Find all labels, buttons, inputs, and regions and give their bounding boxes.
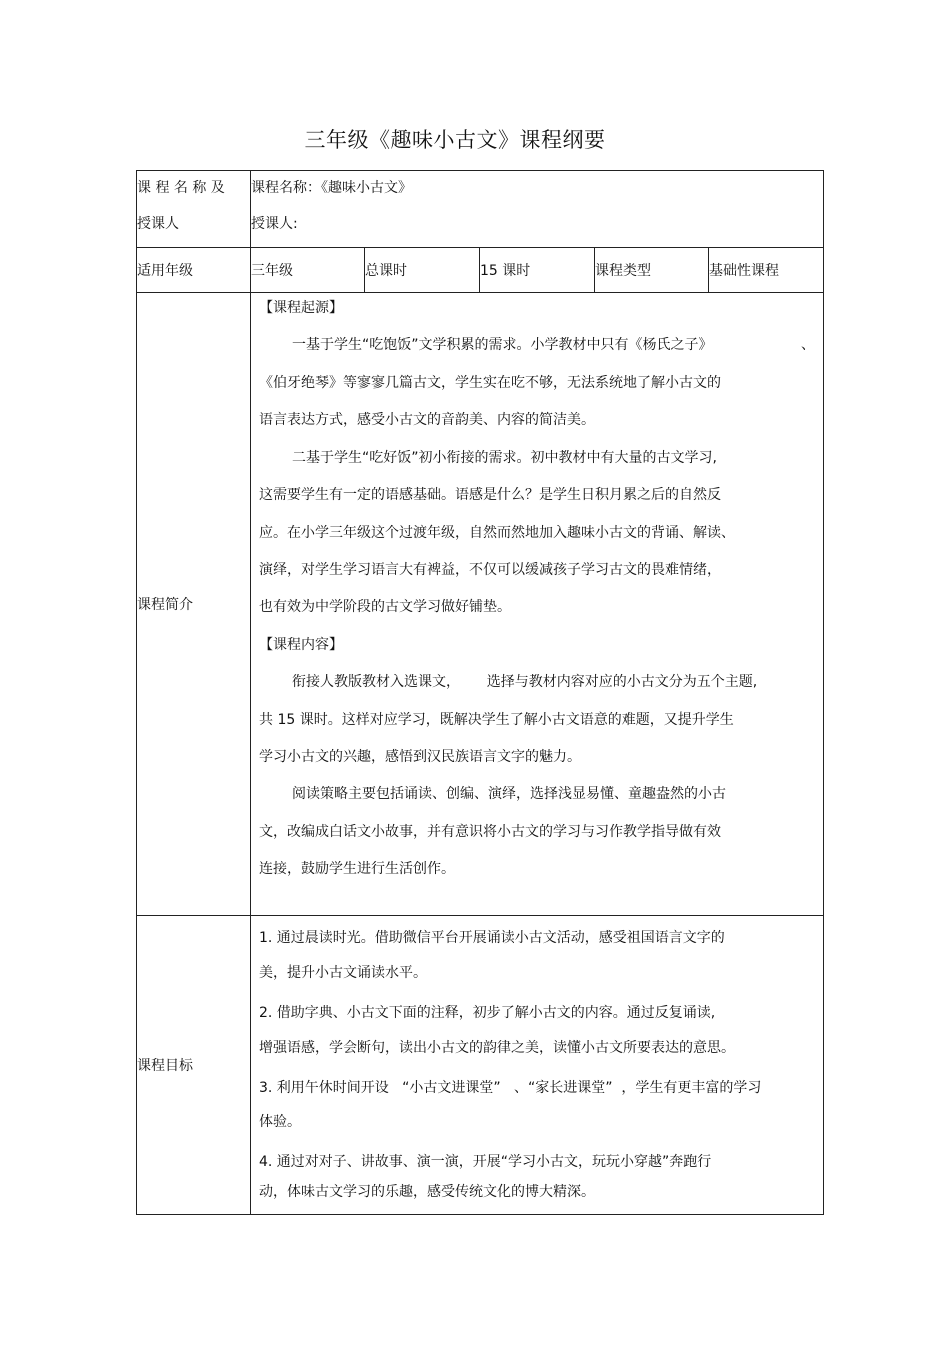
- course-type-value: 基础性课程: [709, 248, 824, 293]
- total-hours-label: 总课时: [365, 248, 480, 293]
- origin-line-1: 一基于学生“吃饱饭”文学积累的需求。小学教材中只有《杨氏之子》: [292, 337, 713, 353]
- goal-line-5: 3. 利用午休时间开设 “小古文进课堂” 、“家长进课堂” ，学生有更丰富的学习: [259, 1080, 762, 1096]
- goal-line-7: 4. 通过对对子、讲故事、演一演，开展“学习小古文，玩玩小穿越”奔跑行: [259, 1154, 712, 1170]
- teacher-value: 授课人:: [251, 216, 298, 232]
- grade-value: 三年级: [251, 248, 365, 293]
- goals-label: 课程目标: [137, 916, 251, 1215]
- content-heading: 【课程内容】: [259, 637, 343, 653]
- course-name-value-cell: [251, 171, 824, 248]
- intro-label: 课程简介: [137, 293, 251, 916]
- origin-heading: 【课程起源】: [259, 300, 343, 316]
- course-name-value: 课程名称：《趣味小古文》: [251, 180, 412, 196]
- origin-line-2: 《伯牙绝琴》等寥寥几篇古文，学生实在吃不够，无法系统地了解小古文的: [259, 375, 721, 391]
- content-line-4: 阅读策略主要包括诵读、创编、演绎，选择浅显易懂、童趣盎然的小古: [292, 786, 726, 802]
- goal-line-6: 体验。: [259, 1114, 301, 1130]
- course-name-label-line2: 授课人: [137, 216, 179, 232]
- content-line-2: 共 15 课时。这样对应学习，既解决学生了解小古文语意的难题，又提升学生: [259, 712, 734, 728]
- origin-line-6: 应。在小学三年级这个过渡年级，自然而然地加入趣味小古文的背诵、解读、: [259, 525, 735, 541]
- course-type-label: 课程类型: [595, 248, 709, 293]
- goal-line-8: 动，体味古文学习的乐趣，感受传统文化的博大精深。: [259, 1184, 595, 1200]
- origin-line-1-comma: 、: [801, 337, 815, 353]
- intro-content-cell: [251, 293, 824, 916]
- origin-line-3: 语言表达方式，感受小古文的音韵美、内容的简洁美。: [259, 412, 595, 428]
- goals-row: [137, 916, 824, 1215]
- origin-line-4: 二基于学生“吃好饭”初小衔接的需求。初中教材中有大量的古文学习,: [292, 450, 717, 466]
- goals-content-cell: [251, 916, 824, 1215]
- origin-line-8: 也有效为中学阶段的古文学习做好铺垫。: [259, 599, 511, 615]
- course-name-label-cell: [137, 171, 251, 248]
- goal-line-2: 美，提升小古文诵读水平。: [259, 965, 427, 981]
- course-name-label-line1: 课 程 名 称 及: [137, 180, 225, 196]
- grade-row: [137, 248, 824, 293]
- content-line-3: 学习小古文的兴趣，感悟到汉民族语言文字的魅力。: [259, 749, 581, 765]
- goal-line-3: 2. 借助字典、小古文下面的注释，初步了解小古文的内容。通过反复诵读,: [259, 1005, 716, 1021]
- content-line-5: 文，改编成白话文小故事，并有意识将小古文的学习与习作教学指导做有效: [259, 824, 721, 840]
- document-title: 三年级《趣味小古文》课程纲要: [304, 128, 606, 152]
- origin-line-7: 演绎，对学生学习语言大有裨益，不仅可以缓减孩子学习古文的畏难情绪，: [259, 562, 721, 578]
- course-name-row: [137, 171, 824, 248]
- grade-label: 适用年级: [137, 248, 251, 293]
- goal-line-1: 1. 通过晨读时光。借助微信平台开展诵读小古文活动，感受祖国语言文字的: [259, 930, 725, 946]
- total-hours-value: 15 课时: [480, 248, 595, 293]
- intro-row: [137, 293, 824, 916]
- content-line-1: 衔接人教版教材入选课文， 选择与教材内容对应的小古文分为五个主题,: [292, 674, 758, 690]
- origin-line-5: 这需要学生有一定的语感基础。语感是什么？是学生日积月累之后的自然反: [259, 487, 721, 503]
- goal-line-4: 增强语感，学会断句，读出小古文的韵律之美，读懂小古文所要表达的意思。: [259, 1040, 735, 1056]
- content-line-6: 连接，鼓励学生进行生活创作。: [259, 861, 455, 877]
- course-outline-table: [136, 170, 824, 1215]
